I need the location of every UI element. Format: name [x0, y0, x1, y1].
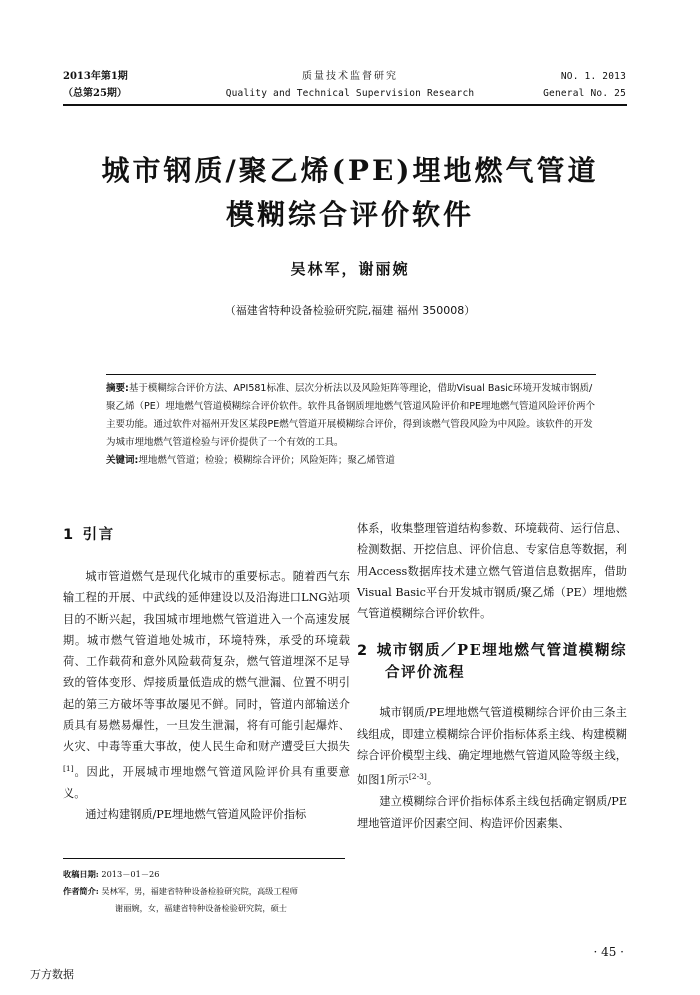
section1-title: 引言 [82, 526, 115, 543]
abstract-paragraph [106, 380, 596, 452]
footnote-received [63, 866, 353, 883]
section1-p1-end: 。因此，开展城市埋地燃气管道风险评价具有重要意义。 [63, 765, 350, 800]
section2-paragraph2: 建立模糊综合评价指标体系主线包括确定钢质/PE埋地管道评价因素空间、构造评价因素集、 [357, 795, 627, 830]
section2-title: 城市钢质／PE埋地燃气管道模糊综合评价流程 [376, 642, 627, 682]
section1-paragraph2: 通过构建钢质/PE埋地燃气管道风险评价指标 [85, 808, 307, 821]
section2-paragraph1 [357, 702, 627, 791]
keywords-line [106, 452, 596, 470]
footnote-author2: 谢丽婉，女，福建省特种设备检验研究院，硕士 [115, 903, 287, 913]
citation-1[interactable]: [1] [63, 763, 74, 773]
keywords-text: 埋地燃气管道；检验；模糊综合评价；风险矩阵；聚乙烯管道 [138, 455, 395, 466]
abstract-label: 摘要: [106, 383, 129, 394]
abstract-block [106, 380, 596, 470]
citation-2-3[interactable]: [2-3] [408, 772, 427, 782]
keywords-label: 关键词: [106, 455, 139, 466]
author-intro-label: 作者简介: [63, 886, 99, 896]
right-continued-paragraph: 体系，收集整理管道结构参数、环境载荷、运行信息、检测数据、开挖信息、评价信息、专家信息等数据，利用Access数据库技术建立燃气管道信息数据库，借助Visual Basic平台开发城市钢质/聚乙烯（PE）埋地燃气管道模糊综合评价软件。 [357, 522, 627, 621]
header-rule [63, 104, 627, 106]
received-label: 收稿日期: [63, 869, 99, 879]
section2-p1-text: 城市钢质/PE埋地燃气管道模糊综合评价由三条主线组成，即建立模糊综合评价指标体系主线、构建模糊综合评价模型主线、确定埋地燃气管道风险等级主线，如图1所示 [357, 706, 627, 788]
page-number: · 45 · [593, 945, 624, 959]
article-title-line1: 城市钢质/聚乙烯(PE)埋地燃气管道 [101, 154, 599, 187]
section2-number: 2 [357, 643, 369, 660]
abstract-text: 基于模糊综合评价方法、API581标准、层次分析法以及风险矩阵等理论，借助Visual Basic环境开发城市钢质/聚乙烯（PE）埋地燃气管道模糊综合评价软件。软件具备钢质埋地燃气管道风险评价和PE埋地燃气管道风险评价两个主要功能。通过软件对福州开发区某段PE燃气管道开展模糊综合评价，得到该燃气管段风险为中风险。该软件的开发为城市埋地燃气管道检验与评价提供了一个有效的工具。 [106, 383, 595, 448]
article-title-line2: 模糊综合评价软件 [225, 198, 474, 231]
article-affiliation: （福建省特种设备检验研究院,福建 福州 350008） [224, 304, 476, 317]
header-journal-cn: 质量技术监督研究 [302, 71, 398, 82]
watermark-text: 万方数据 [30, 968, 74, 981]
section1-heading [63, 524, 350, 546]
received-date: 2013－01－26 [101, 869, 160, 879]
section1-p1-text: 城市管道燃气是现代化城市的重要标志。随着西气东输工程的开展、中武线的延伸建设以及沿海进口LNG站项目的不断兴起，我国城市埋地燃气管道进入一个高速发展期。城市燃气管道地处城市，环境特殊，承受的环境载荷、工作载荷和意外风险载荷复杂，燃气管道埋深不足导致的管体变形、焊接质量低造成的燃气泄漏、位置不明引起的第三方破坏等事故屡见不鲜。同时，管道内部输送介质具有易燃易爆性，一旦发生泄漏，将有可能引起爆炸、火灾、中毒等重大事故，使人民生命和财产遭受巨大损失 [63, 570, 350, 754]
author1-bio: 吴林军，男，福建省特种设备检验研究院，高级工程师 [101, 886, 298, 896]
footnote-rule [63, 858, 345, 859]
abstract-rule [106, 374, 596, 375]
footnote-block [63, 866, 353, 917]
right-column [357, 518, 627, 834]
section1-number: 1 [63, 527, 75, 543]
header-total-issue: （总第25期） [63, 88, 127, 99]
header-journal-en: Quality and Technical Supervision Research [225, 88, 475, 99]
header-issue-no: NO. 1. 2013 [560, 71, 626, 82]
section1-paragraph1 [63, 566, 350, 804]
footnote-author1 [63, 883, 353, 900]
header-general-no: General No. 25 [543, 88, 626, 99]
header-year-issue: 2013年第1期 [63, 71, 128, 82]
section2-p1-end: 。 [426, 774, 439, 788]
article-authors: 吴林军，谢丽婉 [290, 260, 410, 278]
section2-heading [357, 640, 627, 684]
left-column [63, 524, 350, 825]
